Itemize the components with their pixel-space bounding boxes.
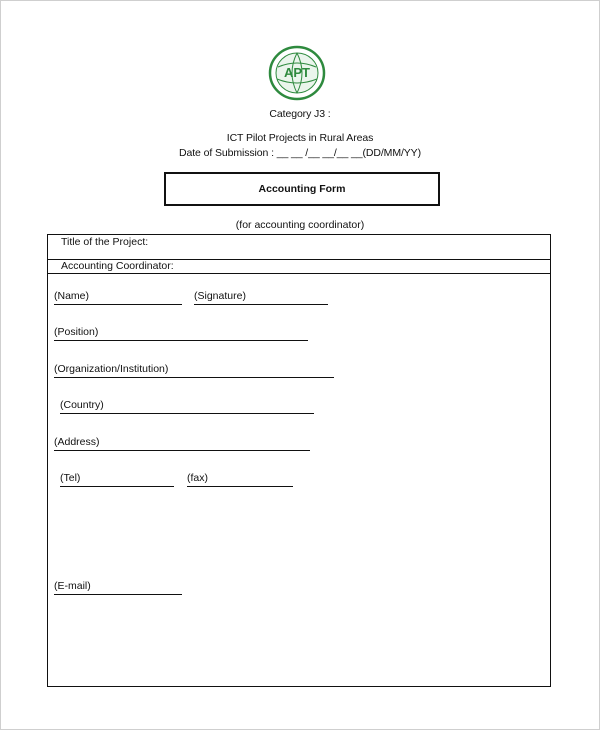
organization-field[interactable]: (Organization/Institution) <box>54 363 334 378</box>
signature-field[interactable]: (Signature) <box>194 290 328 305</box>
project-title-row[interactable] <box>48 235 550 260</box>
name-field[interactable]: (Name) <box>54 290 182 305</box>
logo-text: APT <box>284 65 310 80</box>
country-field[interactable]: (Country) <box>60 399 314 414</box>
coordinator-label: Accounting Coordinator: <box>61 260 174 272</box>
address-field[interactable]: (Address) <box>54 436 310 451</box>
form-title-box <box>164 172 440 206</box>
email-field[interactable]: (E-mail) <box>54 580 182 595</box>
apt-logo <box>268 45 326 101</box>
position-field[interactable]: (Position) <box>54 326 308 341</box>
info-table <box>47 234 551 274</box>
form-title: Accounting Form <box>258 183 346 195</box>
date-of-submission: Date of Submission : __ __ /__ __/__ __(DD/MM/YY) <box>179 147 421 159</box>
fax-field[interactable]: (fax) <box>187 472 293 487</box>
tel-field[interactable]: (Tel) <box>60 472 174 487</box>
category-label: Category J3 : <box>269 108 331 120</box>
program-label: ICT Pilot Projects in Rural Areas <box>226 132 374 144</box>
form-subtitle: (for accounting coordinator) <box>235 219 365 231</box>
project-title-label: Title of the Project: <box>61 236 149 248</box>
